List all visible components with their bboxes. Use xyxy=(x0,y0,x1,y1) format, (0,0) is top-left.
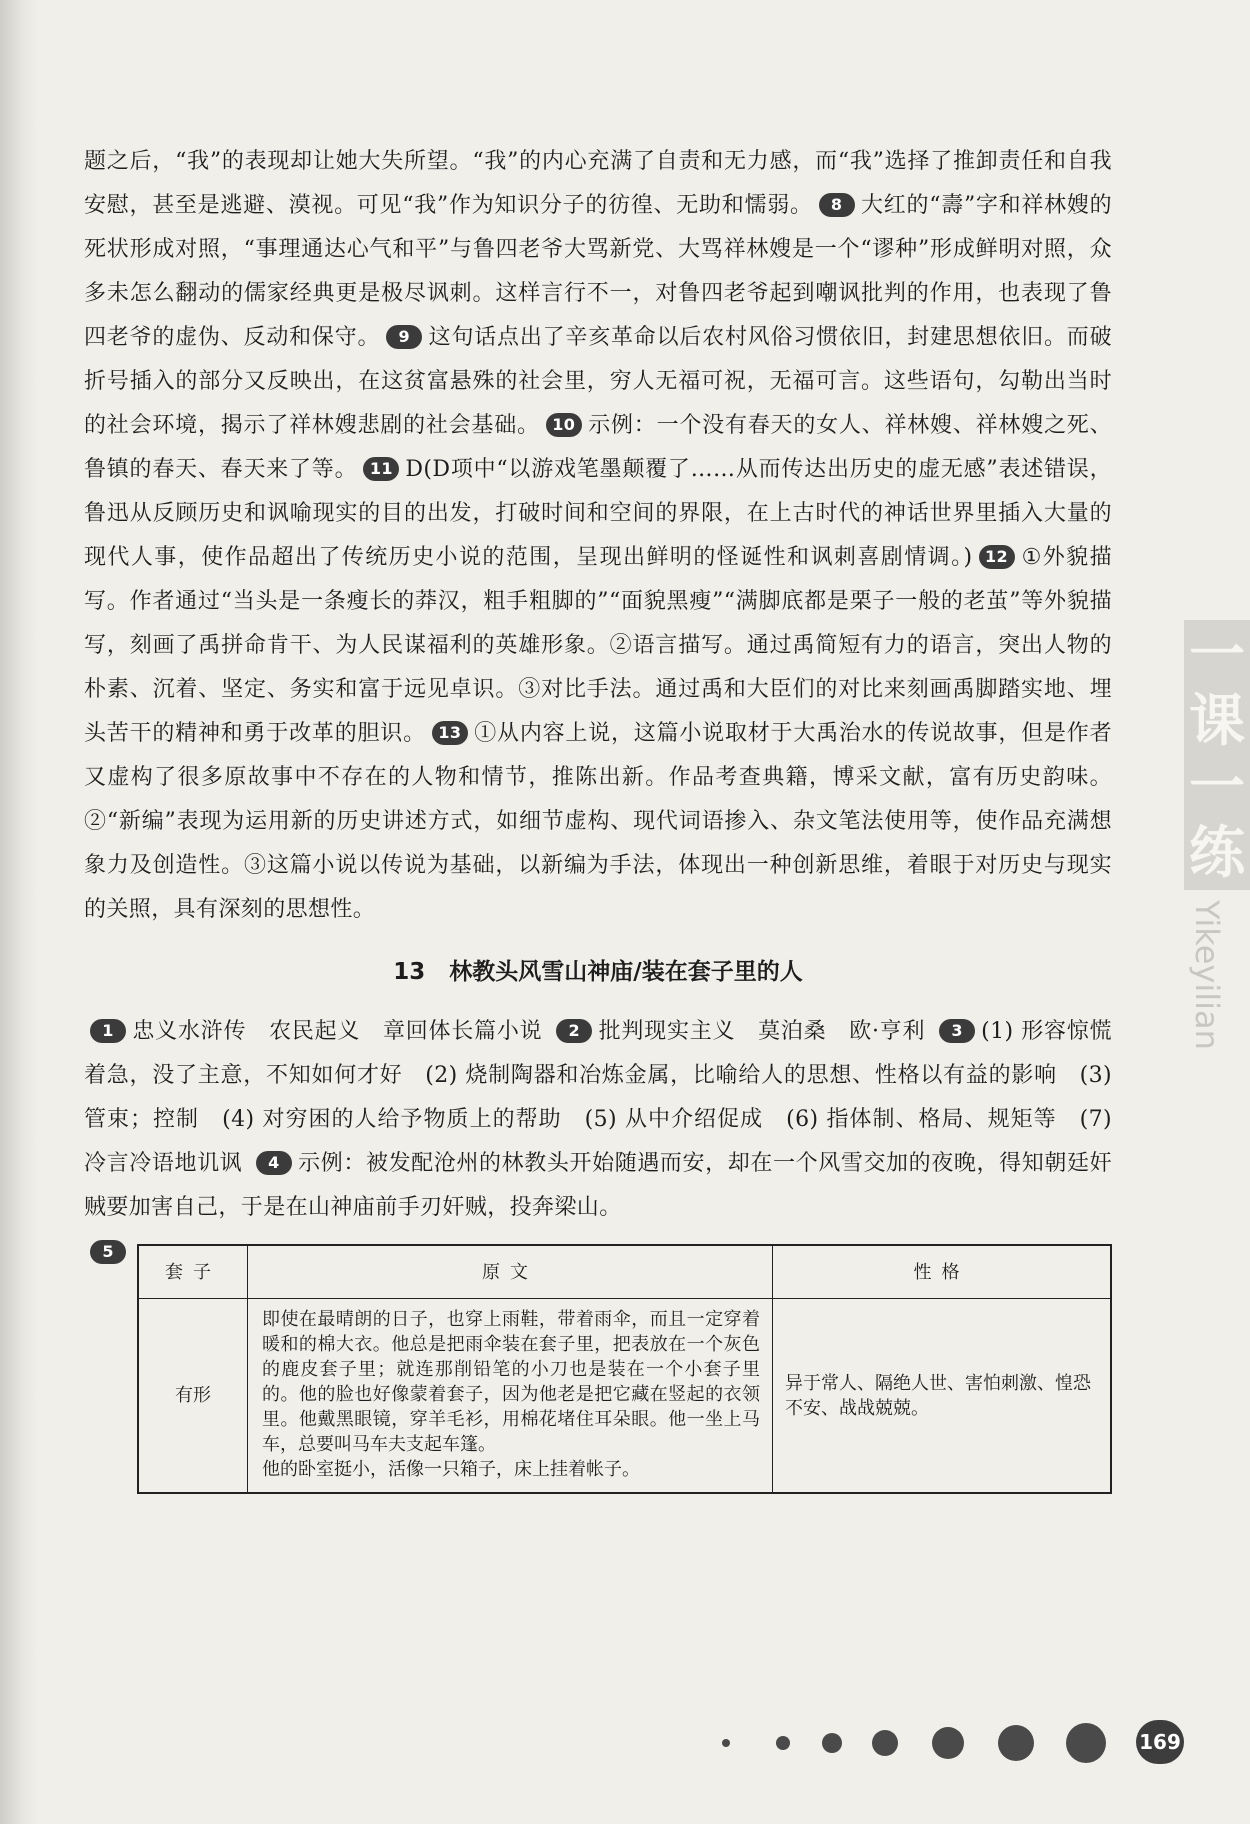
answer-text: 示例：被发配沧州的林教头开始随遇而安，却在一个风雪交加的夜晚，得知朝廷奸贼要加害自己，于是在山神庙前手刃奸贼，投奔梁山。 xyxy=(84,1151,1112,1220)
page-number: 169 xyxy=(1136,1720,1184,1764)
answer-text: ①从内容上说，这篇小说取材于大禹治水的传说故事，但是作者又虚构了很多原故事中不存在的人物和情节，推陈出新。作品考查典籍，博采文献，富有历史韵味。②“新编”表现为运用新的历史讲述方式，如细节虚构、现代词语掺入、杂文笔法使用等，使作品充满想象力及创造性。③这篇小说以传说为基础，以新编为手法，体现出一种创新思维，着眼于对历史与现实的关照，具有深刻的思想性。 xyxy=(84,721,1112,922)
decorative-dots xyxy=(722,1718,1122,1768)
answer-text: ①外貌描写。作者通过“当头是一条瘦长的莽汉，粗手粗脚的”“面貌黑瘦”“满脚底都是栗子一般的老茧”等外貌描写，刻画了禹拼命肯干、为人民谋福利的英雄形象。②语言描写。通过禹简短有力的语言，突出人物的朴素、沉着、坚定、务实和富于远见卓识。③对比手法。通过禹和大臣们的对比来刻画禹脚踏实地、埋头苦干的精神和勇于改革的胆识。 xyxy=(84,545,1112,746)
question-number-badge: 5 xyxy=(90,1240,126,1264)
original-text-part: 他的卧室挺小，活像一只箱子，床上挂着帐子。 xyxy=(262,1459,640,1480)
question-number-badge: 11 xyxy=(363,457,399,481)
table-header: 性格 xyxy=(773,1245,1112,1299)
answer-text: 题之后，“我”的表现却让她大失所望。“我”的内心充满了自责和无力感，而“我”选择了推卸责任和自我安慰，甚至是逃避、漠视。可见“我”作为知识分子的彷徨、无助和懦弱。 xyxy=(84,149,1112,218)
table-row xyxy=(138,1299,1111,1494)
table-cell-kind: 有形 xyxy=(138,1299,248,1494)
answer-text: 忠义水浒传 农民起义 章回体长篇小说 xyxy=(132,1019,543,1044)
decor-dot xyxy=(822,1733,842,1753)
answer-text: 批判现实主义 莫泊桑 欧·亨利 xyxy=(598,1019,926,1044)
table-header-row xyxy=(138,1245,1111,1299)
answer-page xyxy=(84,140,1112,1480)
series-title-band xyxy=(1184,620,1250,890)
original-text-part: 即使在最晴朗的日子，也穿上雨鞋，带着雨伞，而且一定穿着暖和的棉大衣。他总是把雨伞装在套子里，把表放在一个灰色的鹿皮套子里；就连那削铅笔的小刀也是装在一个小套子里的。他的脸也好像蒙着套子，因为他老是把它藏在竖起的衣领里。他戴黑眼镜，穿羊毛衫，用棉花堵住耳朵眼。他一坐上马车，总要叫马车夫支起车篷。 xyxy=(262,1309,760,1455)
table-header: 原文 xyxy=(248,1245,773,1299)
answer-text: (1) 形容惊慌着急，没了主意，不知如何才好 (2) 烧制陶器和冶炼金属，比喻给人的思想、性格以有益的影响 (3) 管束；控制 (4) 对穷困的人给予物质上的帮助 (5) 从中介绍促成 (6) 指体制、格局、规矩等 (7) 冷言冷语地讥讽 xyxy=(84,1019,1112,1176)
decor-dot xyxy=(722,1739,730,1747)
question-number-badge: 2 xyxy=(556,1019,592,1043)
answer-text: 这句话点出了辛亥革命以后农村风俗习惯依旧，封建思想依旧。而破折号插入的部分又反映出，在这贫富悬殊的社会里，穷人无福可祝，无福可言。这些语句，勾勒出当时的社会环境，揭示了祥林嫂悲剧的社会基础。 xyxy=(84,325,1112,438)
question-number-badge: 8 xyxy=(819,193,855,217)
section-heading xyxy=(84,950,1112,994)
question-number-badge: 4 xyxy=(256,1151,292,1175)
decor-dot xyxy=(932,1727,964,1759)
decor-dot xyxy=(1066,1723,1106,1763)
decor-dot xyxy=(872,1730,898,1756)
question-number-badge: 9 xyxy=(386,325,422,349)
question-number-badge: 13 xyxy=(432,721,468,745)
book-spine-shadow xyxy=(0,0,38,1824)
table-cell-trait: 异于常人、隔绝人世、害怕刺激、惶恐不安、战战兢兢。 xyxy=(773,1299,1112,1494)
section-title: 林教头风雪山神庙/装在套子里的人 xyxy=(449,959,803,985)
question-number-badge: 3 xyxy=(939,1019,975,1043)
decor-dot xyxy=(998,1725,1034,1761)
question-number-badge: 12 xyxy=(979,545,1015,569)
series-char: 一 xyxy=(1189,755,1245,820)
series-char: 一 xyxy=(1189,623,1245,688)
series-title-latin xyxy=(1180,900,1240,1060)
answer-text: 大红的“壽”字和祥林嫂的死状形成对照，“事理通达心气和平”与鲁四老爷大骂新党、大骂祥林嫂是一个“谬种”形成鲜明对照，众多未怎么翻动的儒家经典更是极尽讽刺。这样言行不一，对鲁四老爷起到嘲讽批判的作用，也表现了鲁四老爷的虚伪、反动和保守。 xyxy=(84,193,1112,350)
series-char: 练 xyxy=(1189,821,1245,886)
analysis-table xyxy=(137,1244,1112,1494)
answer-text: D(D项中“以游戏笔墨颠覆了……从而传达出历史的虚无感”表述错误，鲁迅从反顾历史和讽喻现实的目的出发，打破时间和空间的界限，在上古时代的神话世界里插入大量的现代人事，使作品超出了传统历史小说的范围，呈现出鲜明的怪诞性和讽刺喜剧情调。) xyxy=(84,457,1112,570)
question-number-badge: 1 xyxy=(90,1019,126,1043)
series-char: 课 xyxy=(1189,689,1245,754)
answer-text: 示例：一个没有春天的女人、祥林嫂、祥林嫂之死、鲁镇的春天、春天来了等。 xyxy=(84,413,1112,482)
answer-block-section13 xyxy=(84,1010,1112,1230)
section-number: 13 xyxy=(393,959,426,985)
table-header: 套子 xyxy=(138,1245,248,1299)
series-latin-text: Yikeyilian xyxy=(1188,900,1226,1050)
question-number-badge: 10 xyxy=(546,413,582,437)
answer-block-previous xyxy=(84,140,1112,932)
decor-dot xyxy=(776,1736,790,1750)
table-cell-original-text xyxy=(248,1299,773,1494)
